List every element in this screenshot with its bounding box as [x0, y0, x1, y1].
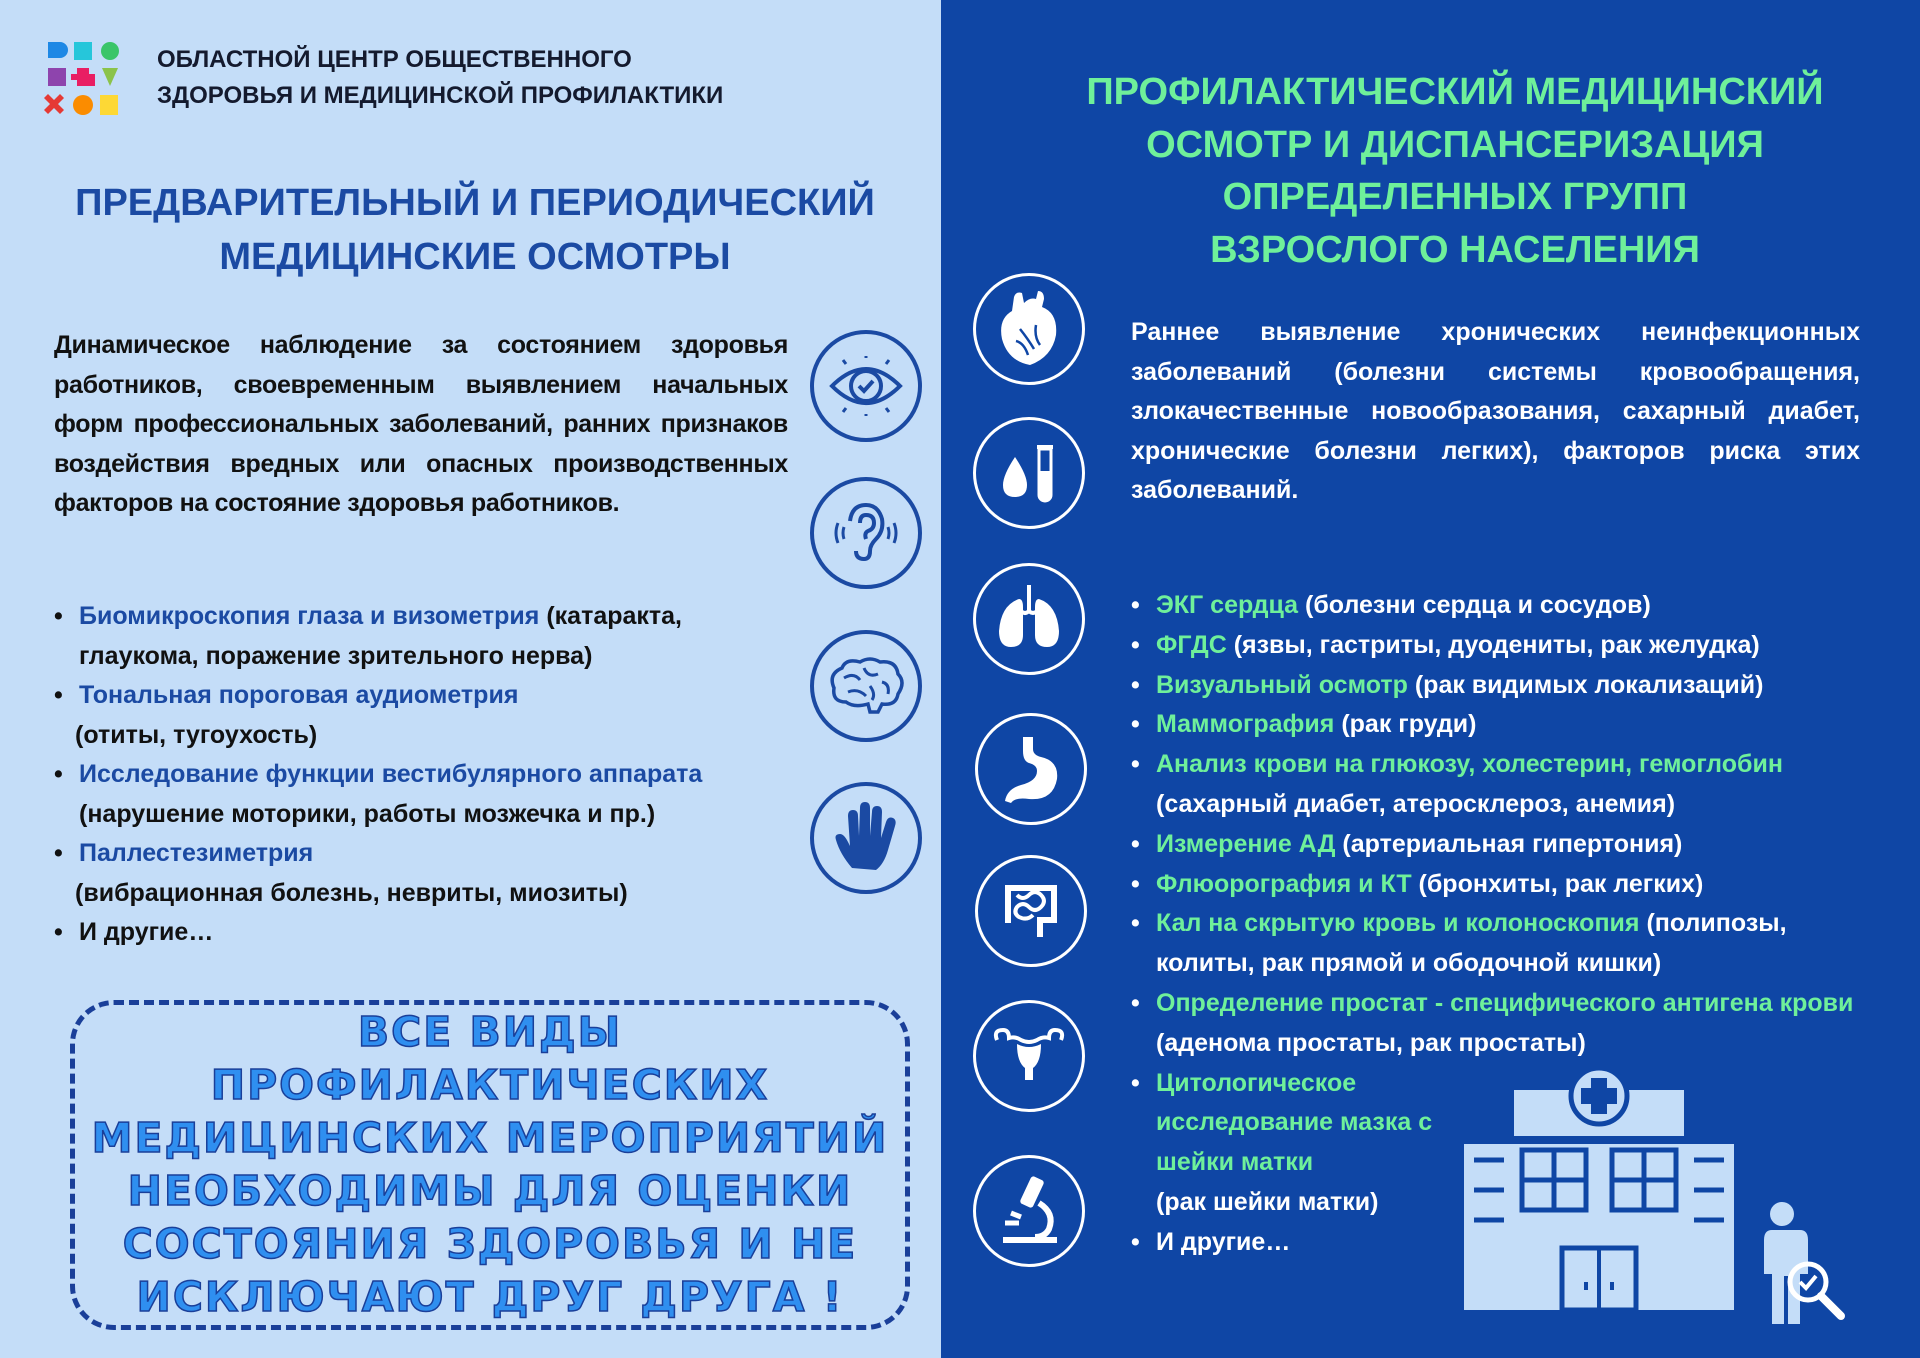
exam-name: Исследование функции вестибулярного аппарата [79, 760, 703, 788]
list-item [1131, 586, 1891, 626]
exam-details: (язвы, гастриты, дуодениты, рак желудка) [1226, 630, 1760, 659]
exam-name: Флюорография и КТ [1156, 869, 1412, 898]
exam-details: (рак видимых локализаций) [1407, 670, 1764, 699]
org-name-line1: ОБЛАСТНОЙ ЦЕНТР ОБЩЕСТВЕННОГО [157, 46, 632, 73]
list-item [54, 913, 794, 953]
exam-details: (рак груди) [1334, 710, 1477, 739]
exam-name: Кал на скрытую кровь и колоноскопия [1156, 909, 1640, 938]
right-paragraph: Раннее выявление хронических неинфекционных заболеваний (болезни системы кровообращения, злокачественные новообразования, сахарный диабет, хронические болезни легких), факторов риска этих заболеваний. [1131, 318, 1860, 504]
hospital-icon [1464, 1070, 1734, 1310]
list-item [1131, 865, 1891, 905]
exam-name: Маммография [1156, 710, 1335, 739]
exam-details: И другие… [79, 918, 214, 946]
ear-icon [810, 477, 922, 589]
brain-icon [810, 630, 922, 742]
exam-name: Визуальный осмотр [1156, 670, 1408, 699]
exam-details: (сахарный диабет, атеросклероз, анемия) [1156, 789, 1676, 818]
exam-name: ФГДС [1156, 630, 1227, 659]
uterus-icon [973, 1000, 1085, 1112]
list-item [1131, 825, 1891, 865]
left-title-line2: МЕДИЦИНСКИЕ ОСМОТРЫ [219, 236, 731, 278]
list-item [1131, 666, 1891, 706]
exam-details: И другие… [1156, 1227, 1291, 1256]
exam-name: Цитологическое исследование мазка с шейки матки [1156, 1068, 1433, 1177]
callout-text: ВСЕ ВИДЫ ПРОФИЛАКТИЧЕСКИХ МЕДИЦИНСКИХ МЕРОПРИЯТИЙ НЕОБХОДИМЫ ДЛЯ ОЦЕНКИ СОСТОЯНИЯ ЗДОРОВЬЯ И НЕ ИСКЛЮЧАЮТ ДРУГ ДРУГА ! [91, 1008, 889, 1321]
exam-name: Определение простат - специфического антигена крови [1156, 988, 1854, 1017]
microscope-icon [973, 1155, 1085, 1267]
exam-details: (вибрационная болезнь, невриты, миозиты) [75, 878, 628, 907]
list-item [54, 676, 794, 755]
exam-name: Тональная пороговая аудиометрия [79, 681, 519, 709]
list-item [1131, 745, 1891, 825]
exam-name: Измерение АД [1156, 829, 1336, 858]
blood-drop-tube-icon [973, 417, 1085, 529]
exam-details: (отиты, тугоухость) [75, 720, 318, 749]
exam-details: (артериальная гипертония) [1335, 829, 1683, 858]
list-item [1131, 904, 1891, 984]
exam-details: (катаракта, глаукома, поражение зрительного нерва) [79, 602, 683, 670]
eye-icon [810, 330, 922, 442]
exam-details: (бронхиты, рак легких) [1411, 869, 1704, 898]
list-item [1131, 626, 1891, 666]
org-name [157, 42, 723, 114]
callout-box [70, 1000, 910, 1330]
list-item [1131, 705, 1891, 745]
exam-name: Анализ крови на глюкозу, холестерин, гемоглобин [1156, 750, 1783, 779]
left-title-line1: ПРЕДВАРИТЕЛЬНЫЙ И ПЕРИОДИЧЕСКИЙ [75, 182, 875, 224]
left-title [40, 176, 910, 284]
stomach-icon [975, 713, 1087, 825]
exam-details: (аденома простаты, рак простаты) [1156, 1028, 1586, 1057]
exam-details: (болезни сердца и сосудов) [1298, 591, 1651, 619]
exam-name: ЭКГ сердца [1156, 591, 1299, 619]
exam-details: (рак шейки матки) [1156, 1187, 1379, 1216]
right-title: ПРОФИЛАКТИЧЕСКИЙ МЕДИЦИНСКИЙ ОСМОТР И ДИСПАНСЕРИЗАЦИЯ ОПРЕДЕЛЕННЫХ ГРУПП ВЗРОСЛОГО НАСЕЛЕНИЯ [1086, 71, 1824, 271]
list-item [1131, 1064, 1456, 1223]
exam-name: Биомикроскопия глаза и визометрия [79, 602, 540, 630]
left-panel [0, 0, 941, 1358]
list-item [54, 834, 794, 913]
logo-icon [44, 38, 124, 118]
doctor-magnifier-icon [1752, 1200, 1852, 1325]
exam-details: (полипозы, колиты, рак прямой и ободочной кишки) [1156, 909, 1787, 978]
left-exam-list [54, 597, 794, 953]
list-item [1131, 984, 1891, 1064]
list-item [54, 755, 794, 834]
heart-icon [973, 273, 1085, 385]
exam-details: (нарушение моторики, работы мозжечка и пр.) [79, 799, 656, 828]
list-item [54, 597, 794, 676]
org-name-line2: ЗДОРОВЬЯ И МЕДИЦИНСКОЙ ПРОФИЛАКТИКИ [157, 82, 724, 109]
exam-name: Паллестезиметрия [79, 839, 314, 867]
left-paragraph: Динамическое наблюдение за состоянием здоровья работников, своевременным выявлением начальных форм профессиональных заболеваний, ранних признаков воздействия вредных или опасных производственных факторов на состояние здоровья работников. [54, 331, 788, 517]
lungs-icon [973, 563, 1085, 675]
hand-icon [810, 782, 922, 894]
intestine-icon [975, 855, 1087, 967]
